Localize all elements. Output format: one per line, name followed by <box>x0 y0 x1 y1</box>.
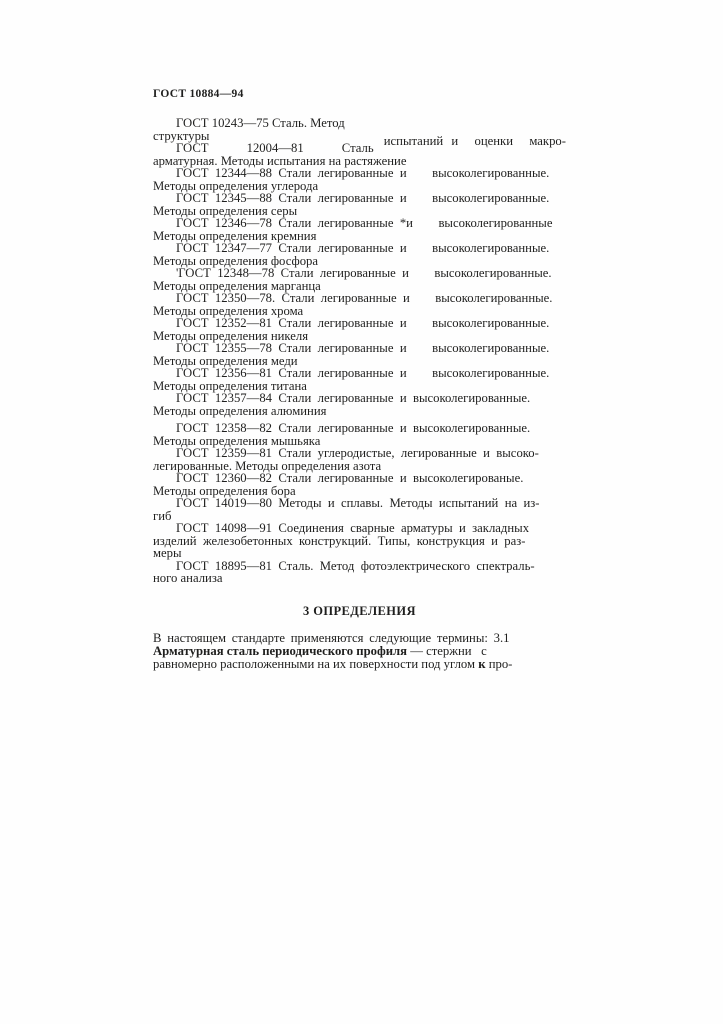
reference-line: Методы определения углерода <box>153 178 319 193</box>
reference-line: 'ГОСТ 12348—78 Стали легированные и высоколегированные. <box>176 266 552 280</box>
reference-line: Методы определения фосфора <box>153 253 319 268</box>
text-segment: — стержни с <box>407 643 487 658</box>
definitions-paragraph <box>153 632 566 672</box>
reference-line: ГОСТ 12346—78 Стали легированные *и высоколегированные <box>176 216 553 230</box>
reference-line: ГОСТ 12360—82 Стали легированные и высоколегированые. <box>176 471 524 485</box>
reference-line: ГОСТ 12357—84 Стали легированные и высоколегированные. <box>176 391 531 405</box>
reference-line: арматурная. Методы испытания на растяжение <box>153 153 407 168</box>
reference-line: ГОСТ 12347—77 Стали легированные и высоколегированные. <box>176 241 550 255</box>
reference-line: Методы определения мышьяка <box>153 433 321 448</box>
bold-term: к <box>478 657 486 672</box>
reference-line: Методы определения меди <box>153 353 298 368</box>
bold-term: Арматурная сталь периодического профиля <box>153 643 408 658</box>
reference-line: Методы определения алюминия <box>153 403 327 418</box>
text-segment: про- <box>485 657 513 672</box>
offset-text-fragment: испытаний и оценки макро- <box>383 133 566 148</box>
reference-line: ГОСТ 10243—75 Сталь. Метод <box>176 116 345 130</box>
reference-line: ГОСТ 12344—88 Стали легированные и высоколегированные. <box>176 166 550 180</box>
reference-line: гиб <box>153 508 172 523</box>
reference-line: ного анализа <box>153 571 223 585</box>
reference-line: ГОСТ 14019—80 Методы и сплавы. Методы испытаний на из- <box>176 496 540 510</box>
reference-line: ГОСТ 12350—78. Стали легированные и высоколегированные. <box>176 291 553 305</box>
reference-line: Методы определения бора <box>153 483 296 498</box>
reference-line: ГОСТ 12004—81 Сталь <box>176 141 374 155</box>
reference-line: изделий железобетонных конструкций. Типы, конструкция и раз- <box>153 533 526 548</box>
reference-line: Методы определения кремния <box>153 228 317 243</box>
reference-line: ГОСТ 12358—82 Стали легированные и высоколегированные. <box>176 421 531 435</box>
reference-line: ГОСТ 14098—91 Соединения сварные арматуры и закладных <box>176 521 530 535</box>
reference-line: Методы определения никеля <box>153 328 309 343</box>
reference-line: Методы определения марганца <box>153 278 321 293</box>
reference-line: ГОСТ 12356—81 Стали легированные и высоколегированные. <box>176 366 550 380</box>
reference-line: ГОСТ 12359—81 Стали углеродистые, легированные и высоко- <box>176 446 539 460</box>
running-header: ГОСТ 10884—94 <box>153 88 244 100</box>
reference-line: Методы определения титана <box>153 378 307 393</box>
reference-line: меры <box>153 546 182 560</box>
reference-line: Методы определения серы <box>153 203 298 218</box>
reference-line: Методы определения хрома <box>153 303 304 318</box>
paragraph-line <box>153 632 566 645</box>
text-segment: В настоящем стандарте применяются следующие термины: 3.1 <box>153 630 510 645</box>
paragraph-line <box>153 645 566 658</box>
text-segment: равномерно расположенными на их поверхности под углом <box>153 657 479 672</box>
text-column <box>153 88 566 671</box>
section-heading: 3 ОПРЕДЕЛЕНИЯ <box>303 603 416 618</box>
reference-line: ГОСТ 12352—81 Стали легированные и высоколегированные. <box>176 316 550 330</box>
reference-line: структуры испытаний и оценки макро- <box>153 128 566 148</box>
reference-line: ГОСТ 12345—88 Стали легированные и высоколегированные. <box>176 191 550 205</box>
paragraph-line <box>153 658 566 671</box>
reference-line: ГОСТ 18895—81 Сталь. Метод фотоэлектрического спектраль- <box>176 558 535 573</box>
references-list <box>153 117 566 585</box>
reference-line: легированные. Методы определения азота <box>153 458 382 473</box>
reference-line: ГОСТ 12355—78 Стали легированные и высоколегированные. <box>176 341 550 355</box>
